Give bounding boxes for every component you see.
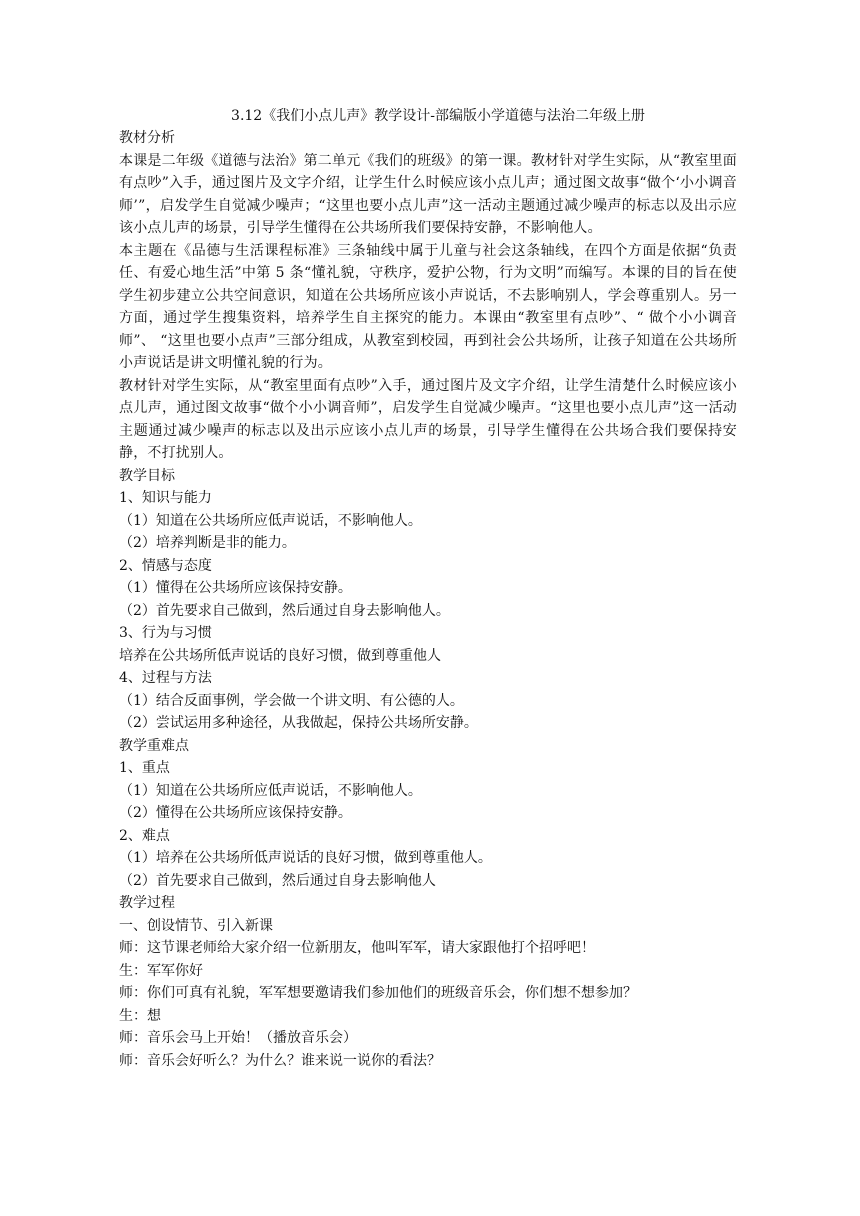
subheading: 2、难点: [119, 827, 170, 844]
list-item: （2）尝试运用多种途径，从我做起，保持公共场所安静。: [119, 715, 478, 731]
section-heading: 教学过程: [119, 895, 175, 911]
list-item: （1）知道在公共场所应低声说话，不影响他人。: [119, 782, 422, 799]
dialogue-line: 师：音乐会马上开始！（播放音乐会）: [119, 1030, 357, 1046]
subheading: 2、情感与态度: [119, 557, 212, 574]
list-item: （2）懂得在公共场所应该保持安静。: [119, 805, 352, 821]
list-item: （1）培养在公共场所低声说话的良好习惯，做到尊重他人。: [119, 850, 492, 866]
subheading: 3、行为与习惯: [119, 625, 212, 641]
list-item: （2）培养判断是非的能力。: [119, 535, 296, 551]
subheading: 1、重点: [119, 760, 170, 776]
dialogue-line: 生：军军你好: [119, 962, 203, 979]
dialogue-line: 师：音乐会好听么？为什么？谁来说一说你的看法？: [119, 1052, 441, 1069]
text-line: 培养在公共场所低声说话的良好习惯，做到尊重他人: [119, 647, 441, 664]
subheading: 1、知识与能力: [119, 490, 212, 506]
list-item: （1）结合反面事例，学会做一个讲文明、有公德的人。: [119, 692, 464, 709]
paragraph: 本主题在《品德与生活课程标准》三条轴线中属于儿童与社会这条轴线，在四个方面是依据“负责任、有爱心地生活”中第 5 条“懂礼貌，守秩序，爱护公物，行为文明”而编写。本课的目的旨在使学生初步建立公共空间意识，知道在公共场所应该小声说话，不去影响别人，学会尊重别人。另一方面，通过学生搜集资料，培养学生自主探究的能力。本课由“教室里有点吵”、“ 做个小小调音师”、 “这里也要小点声”三部分组成，从教室到校园，再到社会公共场所，让孩子知道在公共场所小声说话是讲文明懂礼貌的行为。: [119, 242, 737, 371]
list-item: （1）懂得在公共场所应该保持安静。: [119, 580, 352, 596]
document-title: 3.12《我们小点儿声》教学设计-部编版小学道德与法治二年级上册: [231, 108, 645, 124]
section-heading: 教学目标: [119, 467, 175, 484]
paragraph: 本课是二年级《道德与法治》第二单元《我们的班级》的第一课。教材针对学生实际，从“教室里面有点吵”入手，通过图片及文字介绍，让学生什么时候应该小点儿声；通过图文故事“做个‘小小调音师’”，启发学生自觉减少噪声；“这里也要小点儿声”这一活动主题通过减少噪声的标志以及出示应该小点儿声的场景，引导学生懂得在公共场所我们要保持安静，不影响他人。: [119, 152, 737, 236]
list-item: （1）知道在公共场所应低声说话，不影响他人。: [119, 512, 422, 529]
dialogue-line: 师：你们可真有礼貌，军军想要邀请我们参加他们的班级音乐会，你们想不想参加？: [119, 985, 637, 1001]
paragraph: 教材针对学生实际，从“教室里面有点吵”入手，通过图片及文字介绍，让学生清楚什么时候应该小点儿声，通过图文故事“做个小小调音师”，启发学生自觉减少噪声。“这里也要小点儿声”这一活动主题通过减少噪声的标志以及出示应该小点儿声的场景，引导学生懂得在公共场合我们要保持安静，不打扰别人。: [119, 377, 737, 461]
document-page: [119, 105, 737, 1072]
dialogue-line: 师：这节课老师给大家介绍一位新朋友，他叫军军，请大家跟他打个招呼吧！: [119, 940, 595, 956]
section-heading: 教学重难点: [119, 737, 189, 754]
list-item: （2）首先要求自己做到，然后通过自身去影响他人。: [119, 602, 450, 619]
list-item: （2）首先要求自己做到，然后通过自身去影响他人: [119, 872, 436, 889]
subheading: 4、过程与方法: [119, 670, 212, 686]
subheading: 一、创设情节、引入新课: [119, 917, 273, 934]
dialogue-line: 生：想: [119, 1007, 161, 1024]
section-heading: 教材分析: [119, 130, 175, 146]
